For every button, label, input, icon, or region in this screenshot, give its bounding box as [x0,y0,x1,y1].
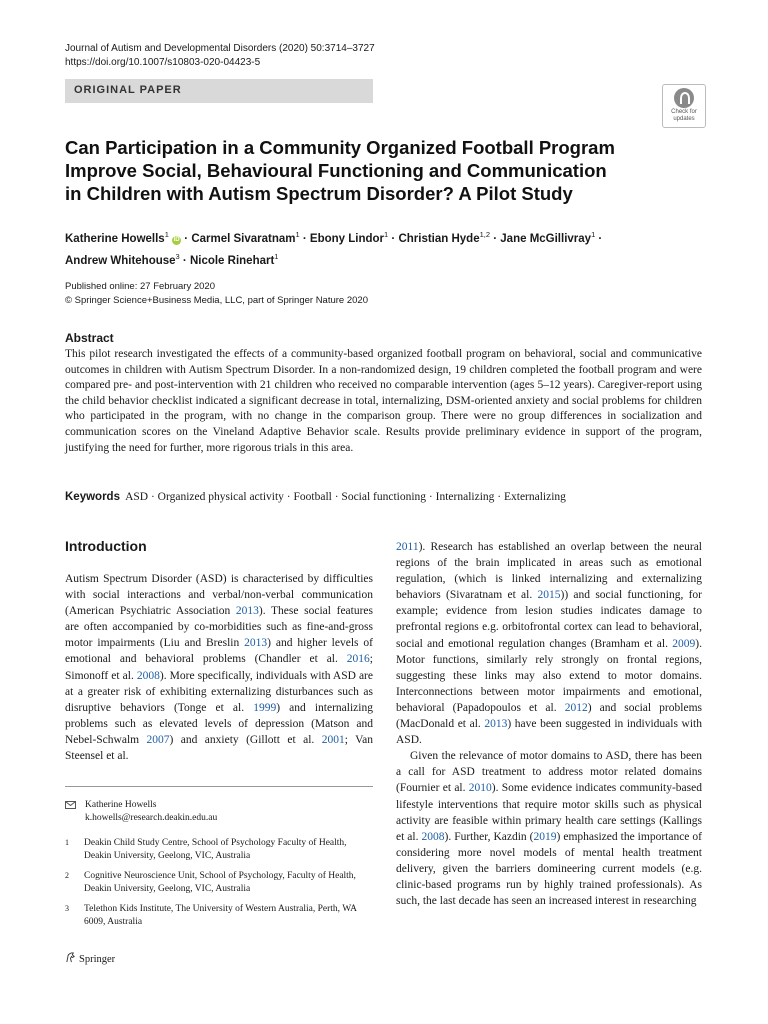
body-text: ). Further, Kazdin ( [444,830,534,843]
springer-horse-icon [65,952,76,963]
badge-text-2: updates [673,116,695,122]
body-text: ) and internalizing problems such as elevated levels of depression (Matson and Nebel-Schwalm [65,701,373,746]
body-text: ). These social features are often accompanied by co-morbidities such as fine-and-gross motor impairments (Liu and Breslin [65,605,374,650]
title-line-2: Improve Social, Behavioural Functioning and Communication [65,160,607,181]
affiliation-text: Telethon Kids Institute, The University of Western Australia, Perth, WA 6009, Australia [84,904,357,927]
body-text: ) have been suggested in individuals with ASD. [396,718,702,747]
author-sep: · [490,232,501,245]
citation-link[interactable]: 2001 [321,733,345,746]
badge-text-1: Check for [671,109,697,115]
author-affil: 1 [274,251,279,261]
citation-link[interactable]: 1999 [253,701,277,714]
citation-link[interactable]: 2011 [396,541,419,553]
body-text: ). More specifically, individuals with ASD are at a greater risk of exhibiting externalizing disturbances such as disruptive behaviors (Tonge et al. [65,669,373,714]
journal-header [65,42,375,70]
keywords-label: Keywords [65,491,120,503]
body-text: ). Some evidence indicates community-based lifestyle interventions that require motor skills such as physical activity are feasible within primary health care settings (Kallings et al. [396,782,702,843]
citation-link[interactable]: 2008 [136,669,160,682]
keywords [65,491,705,503]
publication-info [65,280,368,308]
contact-email[interactable]: k.howells@research.deakin.edu.au [85,812,218,823]
paragraph-2 [396,748,702,909]
body-text: ; Van Steensel et al. [65,733,373,763]
author-name[interactable]: Jane McGillivray [500,232,592,245]
envelope-icon [65,801,76,809]
publisher-name: Springer [79,954,116,965]
author-name[interactable]: Andrew Whitehouse [65,254,176,267]
paper-title [65,136,665,205]
body-text: ). Motor functions, similarly rely strongly on frontal regions, suggesting these links may also extend to motor domains. Interconnections between motor impairments and emotional, behavioral (Papadopoulos et al. [396,637,702,714]
section-label: ORIGINAL PAPER [74,84,182,96]
body-text: ) and higher levels of emotional and behavioral problems (Chandler et al. [65,637,373,666]
check-for-updates-icon [674,88,694,108]
body-text: Autism Spectrum Disorder (ASD) is characterised by difficulties with social interactions and verbal/non-verbal communication (American Psychiatric Association [65,573,373,618]
author-list [65,226,685,270]
citation-link[interactable]: 2012 [564,701,588,714]
affiliation-text: Cognitive Neuroscience Unit, School of Psychology, Faculty of Health, Deakin University, Geelong, VIC, Australia [84,871,356,894]
citation-link[interactable]: 2013 [484,718,508,731]
citation-link[interactable]: 2009 [672,637,696,650]
journal-citation: Journal of Autism and Developmental Disorders (2020) 50:3714–3727 [65,43,375,54]
abstract-heading: Abstract [65,331,114,345]
keywords-text: ASD · Organized physical activity · Football · Social functioning · Internalizing · Externalizing [125,491,566,503]
citation-link[interactable]: 2016 [346,653,370,666]
author-name[interactable]: Nicole Rinehart [189,254,275,267]
affiliation-number: 2 [65,871,69,880]
doi-link[interactable]: https://doi.org/10.1007/s10803-020-04423-5 [65,57,261,68]
publisher-footer [65,952,115,965]
citation-link[interactable]: 2007 [146,733,170,746]
author-sep: · [388,232,399,245]
title-line-1: Can Participation in a Community Organized Football Program [65,137,615,158]
author-name[interactable]: Carmel Sivaratnam [191,232,296,245]
body-text: Given the relevance of motor domains to ASD, there has been a call for ASD treatment to address motor related domains (Fournier et al. [396,750,702,795]
body-text: ) and social problems (MacDonald et al. [396,701,702,731]
abstract-body: This pilot research investigated the effects of a community-based organized football program on behavioral, social and communicative outcomes in children with Autism Spectrum Disorder. In a non-randomized design, 19 children completed the football program and were compared pre- and post-intervention with 21 children who received no comparable intervention (ages 5–12 years). Caregiver-report using the child behavior checklist indicated a significant decrease in total, internalizing, DSM-oriented anxiety and social problems for children who participated in the program, with no change in the comparison group. There were no group differences in socialization and communication scores on the Vineland Adaptive Behavior scale. Results provide preliminary evidence in support of the program, justifying the need for further, more rigorous trials in this area. [65,348,702,454]
author-sep: · [299,232,310,245]
published-date: Published online: 27 February 2020 [65,281,215,292]
author-affil: 1 [591,230,596,239]
author-affil: 1 [384,230,389,239]
author-name[interactable]: Christian Hyde [398,232,480,245]
body-text: )) and social functioning, for example; evidence from lesion studies indicates damage to prefrontal regions e.g. orbitofrontal cortex can lead to behavioral, social and emotional regulation changes (Bramham et al. [396,589,702,650]
author-sep: · [181,232,192,245]
body-text: ; Simonoff et al. [65,653,373,682]
footnote-divider [65,786,373,787]
check-for-updates-badge[interactable] [662,84,706,128]
affiliation-number: 1 [65,838,69,847]
intro-left-column [65,571,373,764]
author-affil: 1 [164,230,169,239]
author-affil: 1 [295,230,300,239]
affiliation-text: Deakin Child Study Centre, School of Psychology Faculty of Health, Deakin University, Geelong, VIC, Australia [84,838,347,861]
citation-link[interactable]: 2008 [421,830,445,843]
author-affil: 1,2 [479,230,491,239]
body-text: ) emphasized the importance of considering more novel models of mental health treatment delivery, given the barriers domineering current models (e.g. clinic-based programs run by highly trained professionals). As such, the last decade has seen an increased interest in researching [396,830,702,908]
introduction-heading: Introduction [65,538,147,554]
contact-name: Katherine Howells [85,800,157,810]
citation-link[interactable]: 2015 [537,589,561,602]
title-line-3: in Children with Autism Spectrum Disorder? A Pilot Study [65,183,573,204]
citation-link[interactable]: 2013 [244,637,268,650]
citation-link[interactable]: 2010 [468,782,492,795]
author-sep: · [595,232,603,245]
citation-link[interactable]: 2013 [235,605,259,618]
orcid-icon[interactable]: iD [173,236,180,243]
body-text: ). Research has established an overlap between the neural regions of the brain implicated in areas such as emotional regulation, (which is linked internalizing and externalizing behaviors (Sivaratnam et al. [396,541,702,602]
body-text: ) and anxiety (Gillott et al. [169,733,322,746]
author-affil: 3 [175,251,180,261]
affiliation-number: 3 [65,904,69,913]
citation-link[interactable]: 2019 [533,830,557,843]
author-sep: · [179,254,190,267]
intro-right-column [396,539,702,909]
author-name[interactable]: Ebony Lindor [309,232,385,245]
author-name[interactable]: Katherine Howells [65,232,165,245]
copyright: © Springer Science+Business Media, LLC, part of Springer Nature 2020 [65,295,368,306]
